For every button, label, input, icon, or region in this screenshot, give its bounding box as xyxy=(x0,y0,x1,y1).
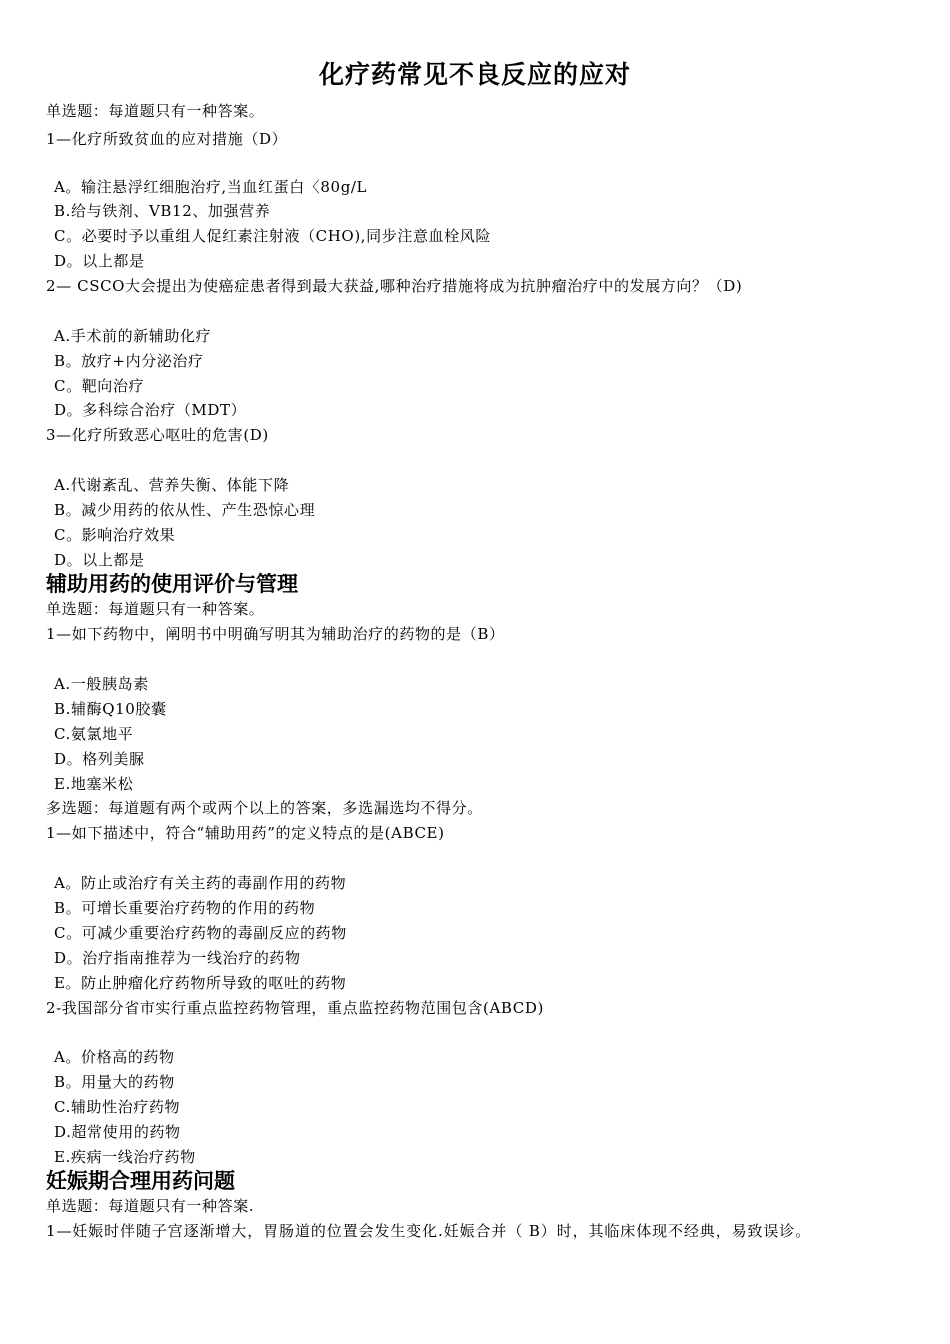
answer-option: B。放疗+内分泌治疗 xyxy=(54,352,204,370)
answer-option: C.辅助性治疗药物 xyxy=(54,1098,181,1116)
answer-option: D.超常使用的药物 xyxy=(54,1123,181,1141)
question-text: 3—化疗所致恶心呕吐的危害(D) xyxy=(46,426,269,444)
answer-option: D。以上都是 xyxy=(54,252,145,270)
answer-option: A。防止或治疗有关主药的毒副作用的药物 xyxy=(54,874,347,892)
answer-option: C。影响治疗效果 xyxy=(54,526,176,544)
question-type-instruction: 单选题：每道题只有一种答案。 xyxy=(46,102,265,120)
answer-option: B.辅酶Q10胶囊 xyxy=(54,700,167,718)
question-type-instruction: 单选题：每道题只有一种答案. xyxy=(46,1197,255,1215)
question-type-instruction: 单选题：每道题只有一种答案。 xyxy=(46,600,265,618)
answer-option: C。可减少重要治疗药物的毒副反应的药物 xyxy=(54,924,347,942)
answer-option: C。靶向治疗 xyxy=(54,377,145,395)
answer-option: C.氨氯地平 xyxy=(54,725,134,743)
answer-option: D。格列美脲 xyxy=(54,750,145,768)
answer-option: C。必要时予以重组人促红素注射液（CHO),同步注意血栓风险 xyxy=(54,227,491,245)
question-text: 2-我国部分省市实行重点监控药物管理，重点监控药物范围包含(ABCD) xyxy=(46,999,544,1017)
section-heading: 妊娠期合理用药问题 xyxy=(46,1168,235,1193)
question-text: 2— CSCO大会提出为使癌症患者得到最大获益,哪种治疗措施将成为抗肿瘤治疗中的发展方向？（D) xyxy=(46,277,743,295)
answer-option: A。输注悬浮红细胞治疗,当血红蛋白〈80g/L xyxy=(54,178,368,196)
answer-option: A.手术前的新辅助化疗 xyxy=(54,327,212,345)
answer-option: B。用量大的药物 xyxy=(54,1073,175,1091)
question-text: 1—妊娠时伴随子宫逐渐增大，胃肠道的位置会发生变化.妊娠合并（ B）时，其临床体现不经典，易致误诊。 xyxy=(46,1222,812,1240)
answer-option: A。价格高的药物 xyxy=(54,1048,175,1066)
question-text: 1—如下药物中，阐明书中明确写明其为辅助治疗的药物的是（B） xyxy=(46,625,505,643)
answer-option: B.给与铁剂、VB12、加强营养 xyxy=(54,202,271,220)
answer-option: D。多科综合治疗（MDT） xyxy=(54,401,247,419)
answer-option: E.疾病一线治疗药物 xyxy=(54,1148,196,1166)
answer-option: D。以上都是 xyxy=(54,551,145,569)
answer-option: E。防止肿瘤化疗药物所导致的呕吐的药物 xyxy=(54,974,347,992)
question-text: 1—化疗所致贫血的应对措施（D） xyxy=(46,130,288,148)
answer-option: D。治疗指南推荐为一线治疗的药物 xyxy=(54,949,301,967)
answer-option: A.代谢紊乱、营养失衡、体能下降 xyxy=(54,476,290,494)
answer-option: A.一般胰岛素 xyxy=(54,675,149,693)
answer-option: B。可增长重要治疗药物的作用的药物 xyxy=(54,899,316,917)
answer-option: B。减少用药的依从性、产生恐惊心理 xyxy=(54,501,316,519)
section-heading: 辅助用药的使用评价与管理 xyxy=(46,571,298,596)
question-text: 1—如下描述中，符合“辅助用药”的定义特点的是(ABCE) xyxy=(46,824,445,842)
document-title: 化疗药常见不良反应的应对 xyxy=(318,60,631,89)
question-type-instruction: 多选题：每道题有两个或两个以上的答案，多选漏选均不得分。 xyxy=(46,799,483,817)
answer-option: E.地塞米松 xyxy=(54,775,134,793)
